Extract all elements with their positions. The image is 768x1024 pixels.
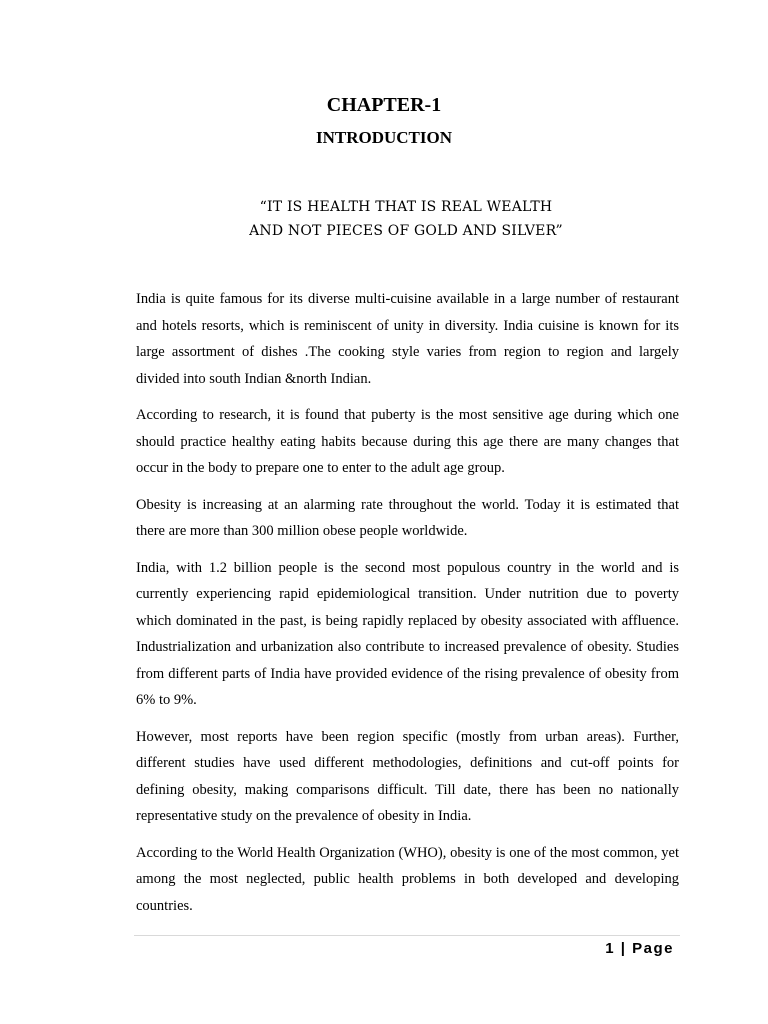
paragraph: According to the World Health Organization (WHO), obesity is one of the most common, yet among the most neglected, public health problems in both developed and developing countries. (136, 844, 679, 914)
body-text (136, 286, 679, 929)
paragraph: India, with 1.2 billion people is the second most populous country in the world and is currently experiencing rapid epidemiological transition. Under nutrition due to poverty which dominated in the past, is being rapidly replaced by obesity associated with affluence. Industrialization and urbanization also contribute to increased prevalence of obesity. Studies from different parts of India have provided evidence of the rising prevalence of obesity from 6% to 9%. (136, 559, 679, 708)
paragraph: According to research, it is found that puberty is the most sensitive age during which one should practice healthy eating habits because during this age there are many changes that occur in the body to prepare one to enter to the adult age group. (136, 407, 679, 476)
quote-line: AND NOT PIECES OF GOLD AND SILVER” (249, 223, 563, 239)
page-number: 1 | Page (605, 940, 674, 957)
section-title: INTRODUCTION (315, 128, 453, 147)
paragraph: India is quite famous for its diverse multi-cuisine available in a large number of restaurant and hotels resorts, which is reminiscent of unity in diversity. India cuisine is known for its large assortment of dishes .The cooking style varies from region to region and largely divided into south Indian &north Indian. (136, 291, 679, 387)
footer-divider (134, 935, 680, 936)
paragraph: However, most reports have been region specific (mostly from urban areas). Further, different studies have used different methodologies, definitions and cut-off points for defining obesity, making comparisons difficult. Till date, there has been no nationally representative study on the prevalence of obesity in India. (136, 728, 679, 824)
epigraph-quote (0, 195, 768, 243)
quote-line: “IT IS HEALTH THAT IS REAL WEALTH (259, 199, 553, 215)
chapter-title: CHAPTER-1 (326, 94, 442, 116)
paragraph: Obesity is increasing at an alarming rate throughout the world. Today it is estimated that there are more than 300 million obese people worldwide. (136, 496, 679, 539)
